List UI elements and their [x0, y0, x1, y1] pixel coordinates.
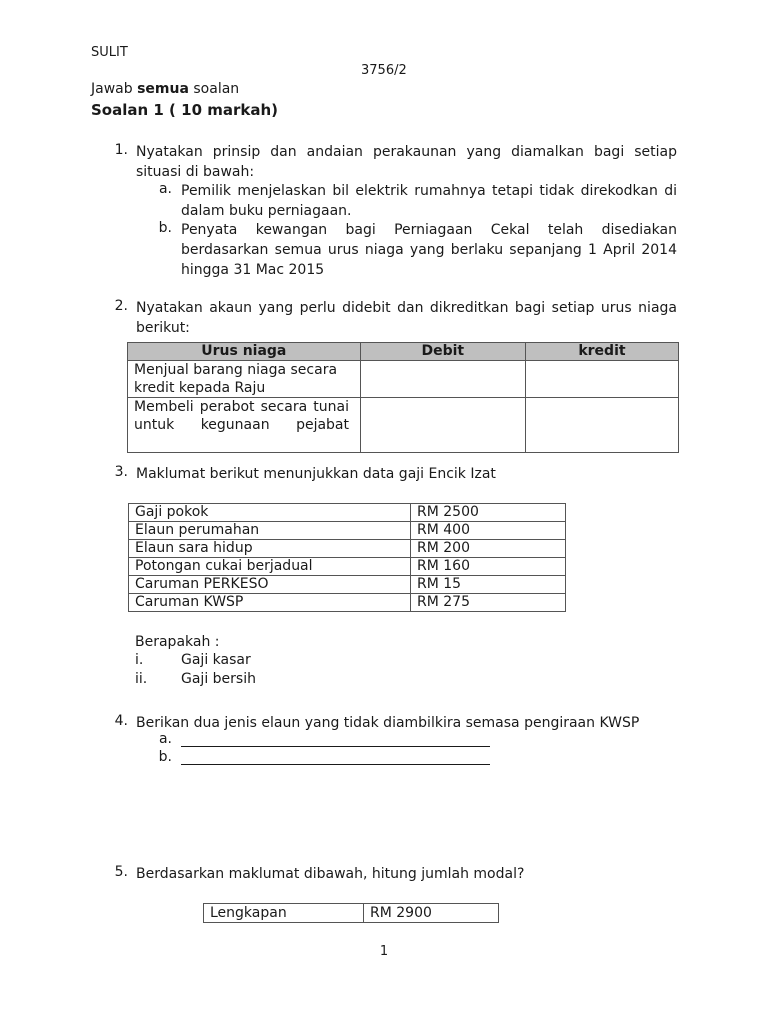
instruction-suffix: soalan [193, 81, 240, 97]
table-row [128, 398, 679, 453]
q2-number: 2. [114, 298, 128, 314]
table-cell: RM 2500 [411, 504, 566, 522]
classification-label: SULIT [91, 45, 128, 60]
header-debit: Debit [360, 343, 525, 361]
answer-cell-kredit[interactable] [525, 361, 678, 398]
instruction-prefix: Jawab [91, 81, 133, 97]
table-row [129, 504, 566, 522]
q3-salary-table [128, 503, 566, 612]
answer-cell-debit[interactable] [360, 361, 525, 398]
q3-item-ii-label: ii. [135, 671, 148, 687]
q4-number: 4. [114, 713, 128, 729]
answer-line-b[interactable] [181, 764, 490, 765]
q3-number: 3. [114, 464, 128, 480]
q3-item-i-text: Gaji kasar [181, 652, 251, 668]
header-kredit: kredit [525, 343, 678, 361]
q5-text: Berdasarkan maklumat dibawah, hitung jumlah modal? [136, 866, 525, 882]
q3-ask: Berapakah : [135, 634, 220, 650]
table-cell: Caruman KWSP [129, 594, 411, 612]
table-row [129, 522, 566, 540]
q5-number: 5. [114, 864, 128, 880]
table-cell [128, 398, 361, 453]
instruction-bold: semua [137, 81, 189, 97]
q1-item-a-text: Pemilik menjelaskan bil elektrik rumahnya tetapi tidak direkodkan di dalam buku perniagaan. [181, 183, 677, 219]
paper-code: 3756/2 [361, 63, 407, 78]
table-cell: Menjual barang niaga secara kredit kepada Raju [128, 361, 361, 398]
section-title: Soalan 1 ( 10 markah) [91, 101, 279, 119]
table-cell: RM 400 [411, 522, 566, 540]
q4-text: Berikan dua jenis elaun yang tidak diambilkira semasa pengiraan KWSP [136, 715, 640, 731]
answer-cell-kredit[interactable] [525, 398, 678, 453]
answer-cell-debit[interactable] [360, 398, 525, 453]
answer-line-a[interactable] [181, 746, 490, 747]
q2-text: Nyatakan akaun yang perlu didebit dan dikreditkan bagi setiap urus niaga berikut: [136, 300, 677, 336]
table-cell: Elaun perumahan [129, 522, 411, 540]
table-cell: Gaji pokok [129, 504, 411, 522]
q3-text: Maklumat berikut menunjukkan data gaji Encik Izat [136, 466, 496, 482]
q4-item-b-label: b. [158, 749, 172, 765]
table-row [129, 576, 566, 594]
q1-text: Nyatakan prinsip dan andaian perakaunan yang diamalkan bagi setiap situasi di bawah: [136, 144, 677, 180]
q1-item-b-text: Penyata kewangan bagi Perniagaan Cekal telah disediakan berdasarkan semua urus niaga yang berlaku sepanjang 1 April 2014 hingga 31 Mac 2015 [181, 222, 677, 278]
table-cell: Caruman PERKESO [129, 576, 411, 594]
q2-table [127, 342, 679, 453]
q1-number: 1. [114, 142, 128, 158]
table-cell: RM 200 [411, 540, 566, 558]
table-cell: RM 15 [411, 576, 566, 594]
table-cell: RM 2900 [364, 904, 499, 923]
table-row [129, 558, 566, 576]
q3-item-i-label: i. [135, 652, 144, 668]
q5-table [203, 903, 499, 923]
table-cell: RM 160 [411, 558, 566, 576]
q1-item-a-label: a. [158, 181, 172, 197]
table-row [129, 594, 566, 612]
table-cell: RM 275 [411, 594, 566, 612]
table-header-row [128, 343, 679, 361]
q1-item-b-label: b. [158, 220, 172, 236]
page-number: 1 [379, 944, 389, 959]
table-cell-text: Membeli perabot secara tunai untuk kegunaan pejabat [134, 399, 349, 433]
table-cell: Potongan cukai berjadual [129, 558, 411, 576]
table-cell: Lengkapan [204, 904, 364, 923]
table-row [129, 540, 566, 558]
table-row [204, 904, 499, 923]
q3-item-ii-text: Gaji bersih [181, 671, 256, 687]
table-cell: Elaun sara hidup [129, 540, 411, 558]
q4-item-a-label: a. [158, 731, 172, 747]
instruction [91, 81, 239, 97]
header-urus-niaga: Urus niaga [128, 343, 361, 361]
table-row [128, 361, 679, 398]
